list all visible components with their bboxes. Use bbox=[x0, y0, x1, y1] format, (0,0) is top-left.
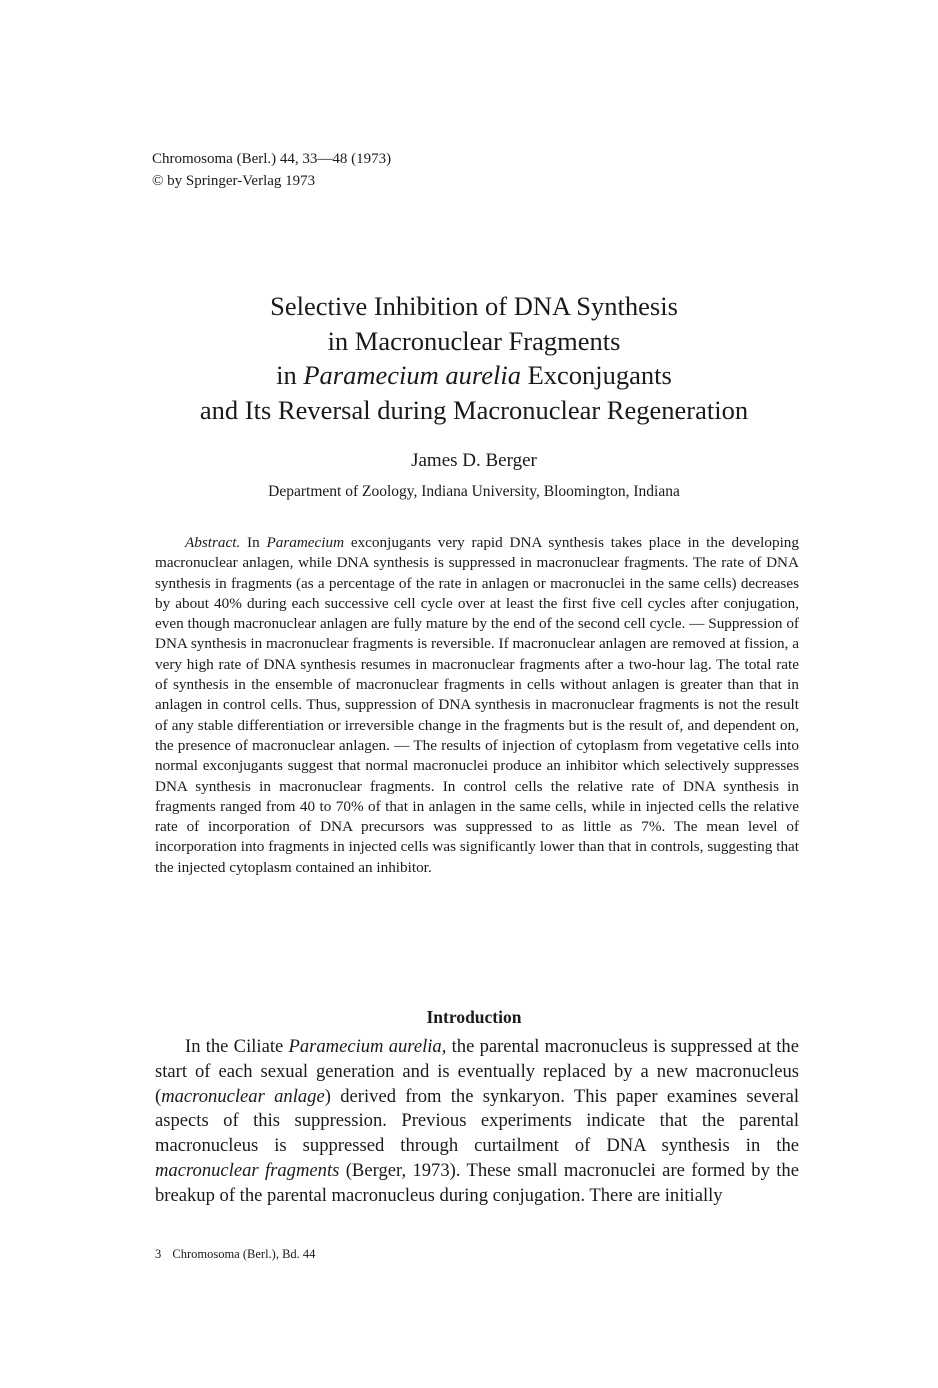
title-line-3-prefix: in bbox=[276, 360, 304, 390]
intro-text-4: (Berger, 1973). These small macronuclei are formed by the breakup of the parental macronucleus during conjugation. There are initially bbox=[155, 1159, 799, 1206]
author-name: James D. Berger bbox=[411, 450, 537, 471]
intro-text-2: the parental macronucleus is suppressed at the start of each sexual generation and is eventually replaced by a new macronucleus ( bbox=[155, 1036, 799, 1107]
author-affiliation: Department of Zoology, Indiana University, Bloomington, Indiana bbox=[268, 483, 680, 500]
footer-journal-text: Chromosoma (Berl.), Bd. 44 bbox=[172, 1247, 316, 1261]
intro-italic-2: macronuclear anlage bbox=[161, 1085, 325, 1107]
title-line-4: and Its Reversal during Macronuclear Regeneration bbox=[199, 394, 749, 425]
article-title bbox=[100, 289, 848, 427]
abstract-label: Abstract. bbox=[185, 534, 241, 551]
page-footer bbox=[155, 1246, 315, 1262]
introduction-paragraph bbox=[155, 1035, 799, 1209]
copyright-notice: © by Springer-Verlag 1973 bbox=[152, 173, 316, 189]
abstract-text-1: In bbox=[240, 534, 267, 551]
intro-text-1: In the Ciliate bbox=[185, 1036, 289, 1057]
intro-text-3: ) derived from the synkaryon. This paper examines several aspects of this suppression. Previous experiments indicate that the parental macronucleus is suppressed through curtailment of DNA synthesis in the bbox=[155, 1085, 800, 1157]
abstract-paragraph bbox=[155, 533, 799, 878]
title-line-1: Selective Inhibition of DNA Synthesis bbox=[270, 291, 678, 321]
journal-citation: Chromosoma (Berl.) 44, 33—48 (1973) bbox=[152, 151, 392, 167]
section-heading-introduction: Introduction bbox=[426, 1007, 522, 1027]
footer-signature-number: 3 bbox=[155, 1247, 162, 1261]
title-line-3-suffix: Exconjugants bbox=[520, 360, 672, 390]
intro-italic-3: macronuclear fragments bbox=[155, 1159, 340, 1181]
title-line-2: in Macronuclear Fragments bbox=[327, 325, 621, 356]
abstract-text-2: exconjugants very rapid DNA synthesis takes place in the developing macronuclear anlagen, while DNA synthesis is suppressed in macronuclear fragments. The rate of DNA synthesis in fragments (as a percentage of the rate in anlagen or macronuclei in the same cells) decreases by about 40% during each successive cell cycle over at least the first five cell cycles after conjugation, even though macronuclear anlagen are fully mature by the end of the second cell cycle. — Suppression of DNA synthesis in macronuclear fragments is reversible. If macronuclear anlagen are removed at fission, a very high rate of DNA synthesis resumes in macronuclear fragments after a two-hour lag. The total rate of synthesis in the ensemble of macronuclear fragments in cells without anlagen is greater than that in anlagen in control cells. Thus, suppression of DNA synthesis in macronuclear fragments is not the result of any stable differentiation or irreversible change in the fragments but is the result of, and dependent on, the presence of macronuclear anlagen. — The results of injection of cytoplasm from vegetative cells into normal exconjugants suggest that normal macronuclei produce an inhibitor which selectively suppresses DNA synthesis in macronuclear fragments. In control cells the relative rate of DNA synthesis in fragments ranged from 40 to 70% of that in anlagen in the same cells, while in injected cells the relative rate of incorporation of DNA precursors was suppressed to as little as 7%. The mean level of incorporation into fragments in injected cells was significantly lower than that in controls, suggesting that the injected cytoplasm contained an inhibitor. bbox=[155, 534, 799, 876]
title-line-3 bbox=[100, 358, 848, 393]
title-species-name: Paramecium aurelia bbox=[303, 360, 521, 390]
intro-italic-1: Paramecium aurelia, bbox=[288, 1036, 447, 1057]
journal-info bbox=[152, 148, 391, 192]
abstract-italic-term: Paramecium bbox=[266, 534, 345, 551]
